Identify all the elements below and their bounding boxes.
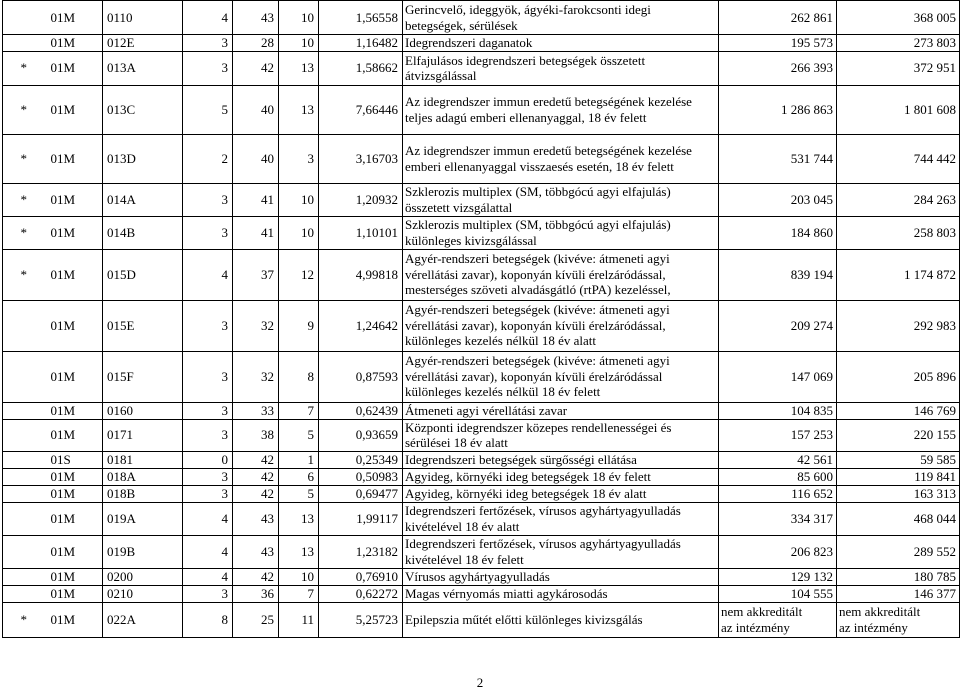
cell-e: 7 (279, 402, 319, 419)
table-row (3, 216, 960, 249)
table-row (3, 35, 960, 52)
cell-description (403, 300, 719, 351)
cell-b: 019B (103, 535, 183, 568)
table-row (3, 183, 960, 216)
cell-a: 01M (45, 35, 103, 52)
cell-a: 01M (45, 249, 103, 300)
cell-f: 1,58662 (319, 51, 403, 85)
cell-b: 0160 (103, 402, 183, 419)
cell-c: 2 (183, 134, 233, 183)
description-line: Vírusos agyhártyagyulladás (405, 568, 550, 584)
cell-amount-a: 1 286 863 (719, 85, 837, 134)
cell-d: 32 (233, 351, 279, 402)
cell-a: 01M (45, 300, 103, 351)
table-row (3, 300, 960, 351)
amount-line: az intézmény (839, 619, 908, 635)
cell-f: 0,62272 (319, 585, 403, 602)
cell-b: 018B (103, 485, 183, 502)
cell-description (403, 216, 719, 249)
cell-description (403, 502, 719, 535)
cell-description (403, 183, 719, 216)
cell-f: 0,50983 (319, 468, 403, 485)
description-line: Agyér-rendszeri betegségek (kivéve: átmeneti agyi (405, 353, 670, 369)
description-line: Idegrendszeri fertőzések, vírusos agyhártyagyulladás (405, 536, 681, 551)
cell-f: 7,66446 (319, 85, 403, 134)
cell-amount-a: 203 045 (719, 183, 837, 216)
cell-marker: * (3, 249, 45, 300)
amount-line: nem akkreditált (839, 604, 921, 619)
description-line: Szklerozis multiplex (SM, többgócú agyi elfajulás) (405, 217, 671, 232)
cell-amount-b: 744 442 (837, 134, 960, 183)
cell-description (403, 85, 719, 134)
cell-amount-a: 129 132 (719, 568, 837, 585)
cell-b: 0171 (103, 419, 183, 451)
cell-c: 3 (183, 485, 233, 502)
cell-d: 41 (233, 216, 279, 249)
cell-b: 0110 (103, 1, 183, 35)
cell-amount-a: 104 555 (719, 585, 837, 602)
cell-b: 014B (103, 216, 183, 249)
cell-amount-b: 180 785 (837, 568, 960, 585)
cell-d: 32 (233, 300, 279, 351)
cell-amount-b (837, 602, 960, 637)
cell-amount-b: 163 313 (837, 485, 960, 502)
table-row (3, 351, 960, 402)
cell-marker: * (3, 85, 45, 134)
cell-e: 13 (279, 502, 319, 535)
cell-b: 0210 (103, 585, 183, 602)
cell-amount-b: 119 841 (837, 468, 960, 485)
cell-e: 13 (279, 51, 319, 85)
cell-description (403, 51, 719, 85)
cell-marker: * (3, 51, 45, 85)
description-line: Agyideg, környéki ideg betegségek 18 év alatt (405, 485, 647, 501)
cell-amount-b: 368 005 (837, 1, 960, 35)
cell-e: 9 (279, 300, 319, 351)
cell-b: 013A (103, 51, 183, 85)
cell-marker (3, 485, 45, 502)
cell-amount-b: 146 769 (837, 402, 960, 419)
description-line: Központi idegrendszer közepes rendellenességei és (405, 419, 672, 435)
cell-d: 33 (233, 402, 279, 419)
drg-table (2, 0, 960, 638)
cell-a: 01M (45, 568, 103, 585)
description-line: vérellátási zavar), koponyán kívüli érelzáródással, (405, 317, 666, 333)
cell-amount-b: 205 896 (837, 351, 960, 402)
cell-f: 5,25723 (319, 602, 403, 637)
cell-a: 01M (45, 216, 103, 249)
cell-f: 4,99818 (319, 249, 403, 300)
cell-f: 1,99117 (319, 502, 403, 535)
cell-f: 1,10101 (319, 216, 403, 249)
cell-amount-b: 273 803 (837, 35, 960, 52)
cell-a: 01M (45, 134, 103, 183)
cell-b: 013D (103, 134, 183, 183)
description-line: különleges kezelés nélkül 18 év alatt (405, 333, 596, 349)
description-line: mesterséges szöveti alvadásgátló (rtPA) kezeléssel, (405, 282, 671, 298)
cell-a: 01M (45, 402, 103, 419)
cell-f: 1,24642 (319, 300, 403, 351)
cell-description (403, 602, 719, 637)
cell-b: 018A (103, 468, 183, 485)
cell-amount-b: 468 044 (837, 502, 960, 535)
cell-e: 1 (279, 451, 319, 468)
cell-amount-a: 104 835 (719, 402, 837, 419)
cell-description (403, 35, 719, 52)
description-line: Agyideg, környéki ideg betegségek 18 év felett (405, 468, 651, 484)
description-line: Epilepszia műtét előtti különleges kivizsgálás (405, 611, 643, 627)
cell-b: 015F (103, 351, 183, 402)
description-line: összetett vizsgálattal (405, 199, 513, 215)
cell-description (403, 585, 719, 602)
description-line: vérellátási zavar), koponyán kívüli érelzáródással (405, 368, 663, 384)
cell-amount-b: 258 803 (837, 216, 960, 249)
description-line: Az idegrendszer immun eredetű betegségének kezelése (405, 94, 692, 109)
cell-marker: * (3, 134, 45, 183)
table-row (3, 134, 960, 183)
cell-c: 3 (183, 216, 233, 249)
cell-marker (3, 502, 45, 535)
cell-a: 01M (45, 485, 103, 502)
cell-f: 1,56558 (319, 1, 403, 35)
cell-e: 10 (279, 568, 319, 585)
cell-marker (3, 451, 45, 468)
description-line: Idegrendszeri daganatok (405, 35, 533, 50)
cell-a: 01M (45, 1, 103, 35)
cell-a: 01M (45, 51, 103, 85)
cell-marker: * (3, 216, 45, 249)
cell-amount-a: 266 393 (719, 51, 837, 85)
description-line: betegségek, sérülések (405, 17, 518, 33)
cell-c: 3 (183, 300, 233, 351)
cell-c: 3 (183, 351, 233, 402)
description-line: Az idegrendszer immun eredetű betegségének kezelése (405, 143, 692, 158)
description-line: Agyér-rendszeri betegségek (kivéve: átmeneti agyi (405, 302, 670, 318)
table-row (3, 568, 960, 585)
cell-amount-b: 146 377 (837, 585, 960, 602)
cell-marker (3, 1, 45, 35)
description-line: Idegrendszeri betegségek sürgősségi ellátása (405, 451, 637, 467)
cell-amount-b: 372 951 (837, 51, 960, 85)
description-line: különleges kezelés nélkül 18 év felett (405, 384, 601, 400)
cell-a: 01M (45, 419, 103, 451)
cell-amount-b: 292 983 (837, 300, 960, 351)
cell-d: 43 (233, 535, 279, 568)
cell-amount-a: 531 744 (719, 134, 837, 183)
cell-e: 10 (279, 183, 319, 216)
cell-marker (3, 300, 45, 351)
cell-amount-b: 1 174 872 (837, 249, 960, 300)
cell-f: 3,16703 (319, 134, 403, 183)
cell-a: 01S (45, 451, 103, 468)
cell-b: 022A (103, 602, 183, 637)
description-line: Agyér-rendszeri betegségek (kivéve: átmeneti agyi (405, 251, 670, 267)
cell-f: 0,76910 (319, 568, 403, 585)
cell-a: 01M (45, 183, 103, 216)
description-line: Átmeneti agyi vérellátási zavar (405, 402, 568, 418)
cell-amount-b: 284 263 (837, 183, 960, 216)
cell-a: 01M (45, 85, 103, 134)
description-line: Gerincvelő, ideggyök, ágyéki-farokcsonti idegi (405, 2, 651, 17)
cell-marker (3, 568, 45, 585)
cell-description (403, 249, 719, 300)
table-row (3, 602, 960, 637)
cell-marker (3, 535, 45, 568)
table-row (3, 451, 960, 468)
description-line: emberi ellenanyaggal visszaesés esetén, 18 év felett (405, 158, 674, 174)
cell-amount-b: 289 552 (837, 535, 960, 568)
cell-d: 42 (233, 485, 279, 502)
cell-b: 019A (103, 502, 183, 535)
description-line: kivételével 18 év felett (405, 551, 524, 567)
cell-f: 0,25349 (319, 451, 403, 468)
cell-b: 0200 (103, 568, 183, 585)
table-row (3, 402, 960, 419)
cell-b: 015D (103, 249, 183, 300)
cell-e: 10 (279, 1, 319, 35)
cell-c: 4 (183, 502, 233, 535)
cell-e: 6 (279, 468, 319, 485)
table-row (3, 249, 960, 300)
cell-d: 41 (233, 183, 279, 216)
cell-amount-a: 85 600 (719, 468, 837, 485)
cell-amount-a: 262 861 (719, 1, 837, 35)
cell-c: 4 (183, 249, 233, 300)
cell-c: 4 (183, 568, 233, 585)
cell-marker: * (3, 602, 45, 637)
cell-description (403, 451, 719, 468)
description-line: kivételével 18 év alatt (405, 518, 520, 534)
table-row (3, 468, 960, 485)
table-row (3, 485, 960, 502)
cell-d: 38 (233, 419, 279, 451)
cell-amount-a: 206 823 (719, 535, 837, 568)
cell-b: 012E (103, 35, 183, 52)
cell-amount-a: 195 573 (719, 35, 837, 52)
cell-e: 3 (279, 134, 319, 183)
cell-d: 43 (233, 502, 279, 535)
cell-c: 3 (183, 35, 233, 52)
cell-e: 11 (279, 602, 319, 637)
table-row (3, 502, 960, 535)
cell-f: 1,23182 (319, 535, 403, 568)
cell-c: 5 (183, 85, 233, 134)
cell-description (403, 535, 719, 568)
cell-f: 1,20932 (319, 183, 403, 216)
cell-e: 12 (279, 249, 319, 300)
description-line: különleges kivizsgálással (405, 232, 537, 248)
cell-a: 01M (45, 602, 103, 637)
cell-amount-a: 839 194 (719, 249, 837, 300)
table-row (3, 535, 960, 568)
cell-description (403, 134, 719, 183)
cell-f: 0,69477 (319, 485, 403, 502)
cell-marker: * (3, 183, 45, 216)
cell-amount-b: 1 801 608 (837, 85, 960, 134)
cell-b: 013C (103, 85, 183, 134)
cell-marker (3, 468, 45, 485)
cell-amount-a: 147 069 (719, 351, 837, 402)
cell-marker (3, 351, 45, 402)
cell-description (403, 485, 719, 502)
cell-c: 3 (183, 468, 233, 485)
cell-amount-a: 209 274 (719, 300, 837, 351)
cell-f: 1,16482 (319, 35, 403, 52)
cell-a: 01M (45, 468, 103, 485)
cell-c: 3 (183, 51, 233, 85)
cell-description (403, 402, 719, 419)
cell-b: 0181 (103, 451, 183, 468)
cell-b: 014A (103, 183, 183, 216)
description-line: Elfajulásos idegrendszeri betegségek összetett (405, 52, 646, 68)
cell-marker (3, 35, 45, 52)
cell-d: 36 (233, 585, 279, 602)
cell-e: 10 (279, 216, 319, 249)
cell-b: 015E (103, 300, 183, 351)
description-line: teljes adagú emberi ellenanyaggal, 18 év felett (405, 109, 647, 125)
description-line: vérellátási zavar), koponyán kívüli érelzáródással, (405, 266, 666, 282)
cell-d: 25 (233, 602, 279, 637)
cell-d: 28 (233, 35, 279, 52)
cell-description (403, 351, 719, 402)
table-row (3, 1, 960, 35)
cell-amount-b: 59 585 (837, 451, 960, 468)
cell-e: 13 (279, 535, 319, 568)
cell-d: 40 (233, 85, 279, 134)
cell-description (403, 419, 719, 451)
cell-e: 8 (279, 351, 319, 402)
description-line: Idegrendszeri fertőzések, vírusos agyhártyagyulladás (405, 503, 681, 518)
cell-c: 4 (183, 535, 233, 568)
cell-f: 0,87593 (319, 351, 403, 402)
cell-d: 42 (233, 568, 279, 585)
cell-amount-a: 116 652 (719, 485, 837, 502)
cell-amount-b: 220 155 (837, 419, 960, 451)
description-line: Szklerozis multiplex (SM, többgócú agyi elfajulás) (405, 184, 671, 199)
cell-f: 0,62439 (319, 402, 403, 419)
table-row (3, 51, 960, 85)
cell-e: 7 (279, 585, 319, 602)
table-row (3, 85, 960, 134)
cell-e: 13 (279, 85, 319, 134)
cell-marker (3, 402, 45, 419)
cell-c: 3 (183, 585, 233, 602)
cell-c: 3 (183, 183, 233, 216)
cell-description (403, 1, 719, 35)
cell-amount-a: 184 860 (719, 216, 837, 249)
description-line: átvizsgálással (405, 68, 477, 83)
cell-d: 40 (233, 134, 279, 183)
cell-a: 01M (45, 351, 103, 402)
cell-a: 01M (45, 502, 103, 535)
amount-line: nem akkreditált (721, 604, 803, 619)
cell-c: 8 (183, 602, 233, 637)
cell-description (403, 468, 719, 485)
cell-d: 42 (233, 51, 279, 85)
cell-a: 01M (45, 585, 103, 602)
cell-c: 3 (183, 402, 233, 419)
cell-amount-a (719, 602, 837, 637)
cell-description (403, 568, 719, 585)
cell-e: 5 (279, 485, 319, 502)
description-line: Magas vérnyomás miatti agykárosodás (405, 585, 608, 601)
description-line: sérülései 18 év alatt (405, 435, 508, 450)
cell-c: 4 (183, 1, 233, 35)
cell-a: 01M (45, 535, 103, 568)
cell-f: 0,93659 (319, 419, 403, 451)
cell-marker (3, 585, 45, 602)
cell-c: 0 (183, 451, 233, 468)
cell-amount-a: 42 561 (719, 451, 837, 468)
cell-d: 42 (233, 451, 279, 468)
table-row (3, 585, 960, 602)
cell-amount-a: 157 253 (719, 419, 837, 451)
cell-amount-a: 334 317 (719, 502, 837, 535)
cell-d: 42 (233, 468, 279, 485)
table-row (3, 419, 960, 451)
cell-d: 37 (233, 249, 279, 300)
cell-e: 10 (279, 35, 319, 52)
page-number: 2 (476, 675, 484, 690)
cell-c: 3 (183, 419, 233, 451)
amount-line: az intézmény (721, 619, 790, 635)
cell-marker (3, 419, 45, 451)
cell-e: 5 (279, 419, 319, 451)
cell-d: 43 (233, 1, 279, 35)
